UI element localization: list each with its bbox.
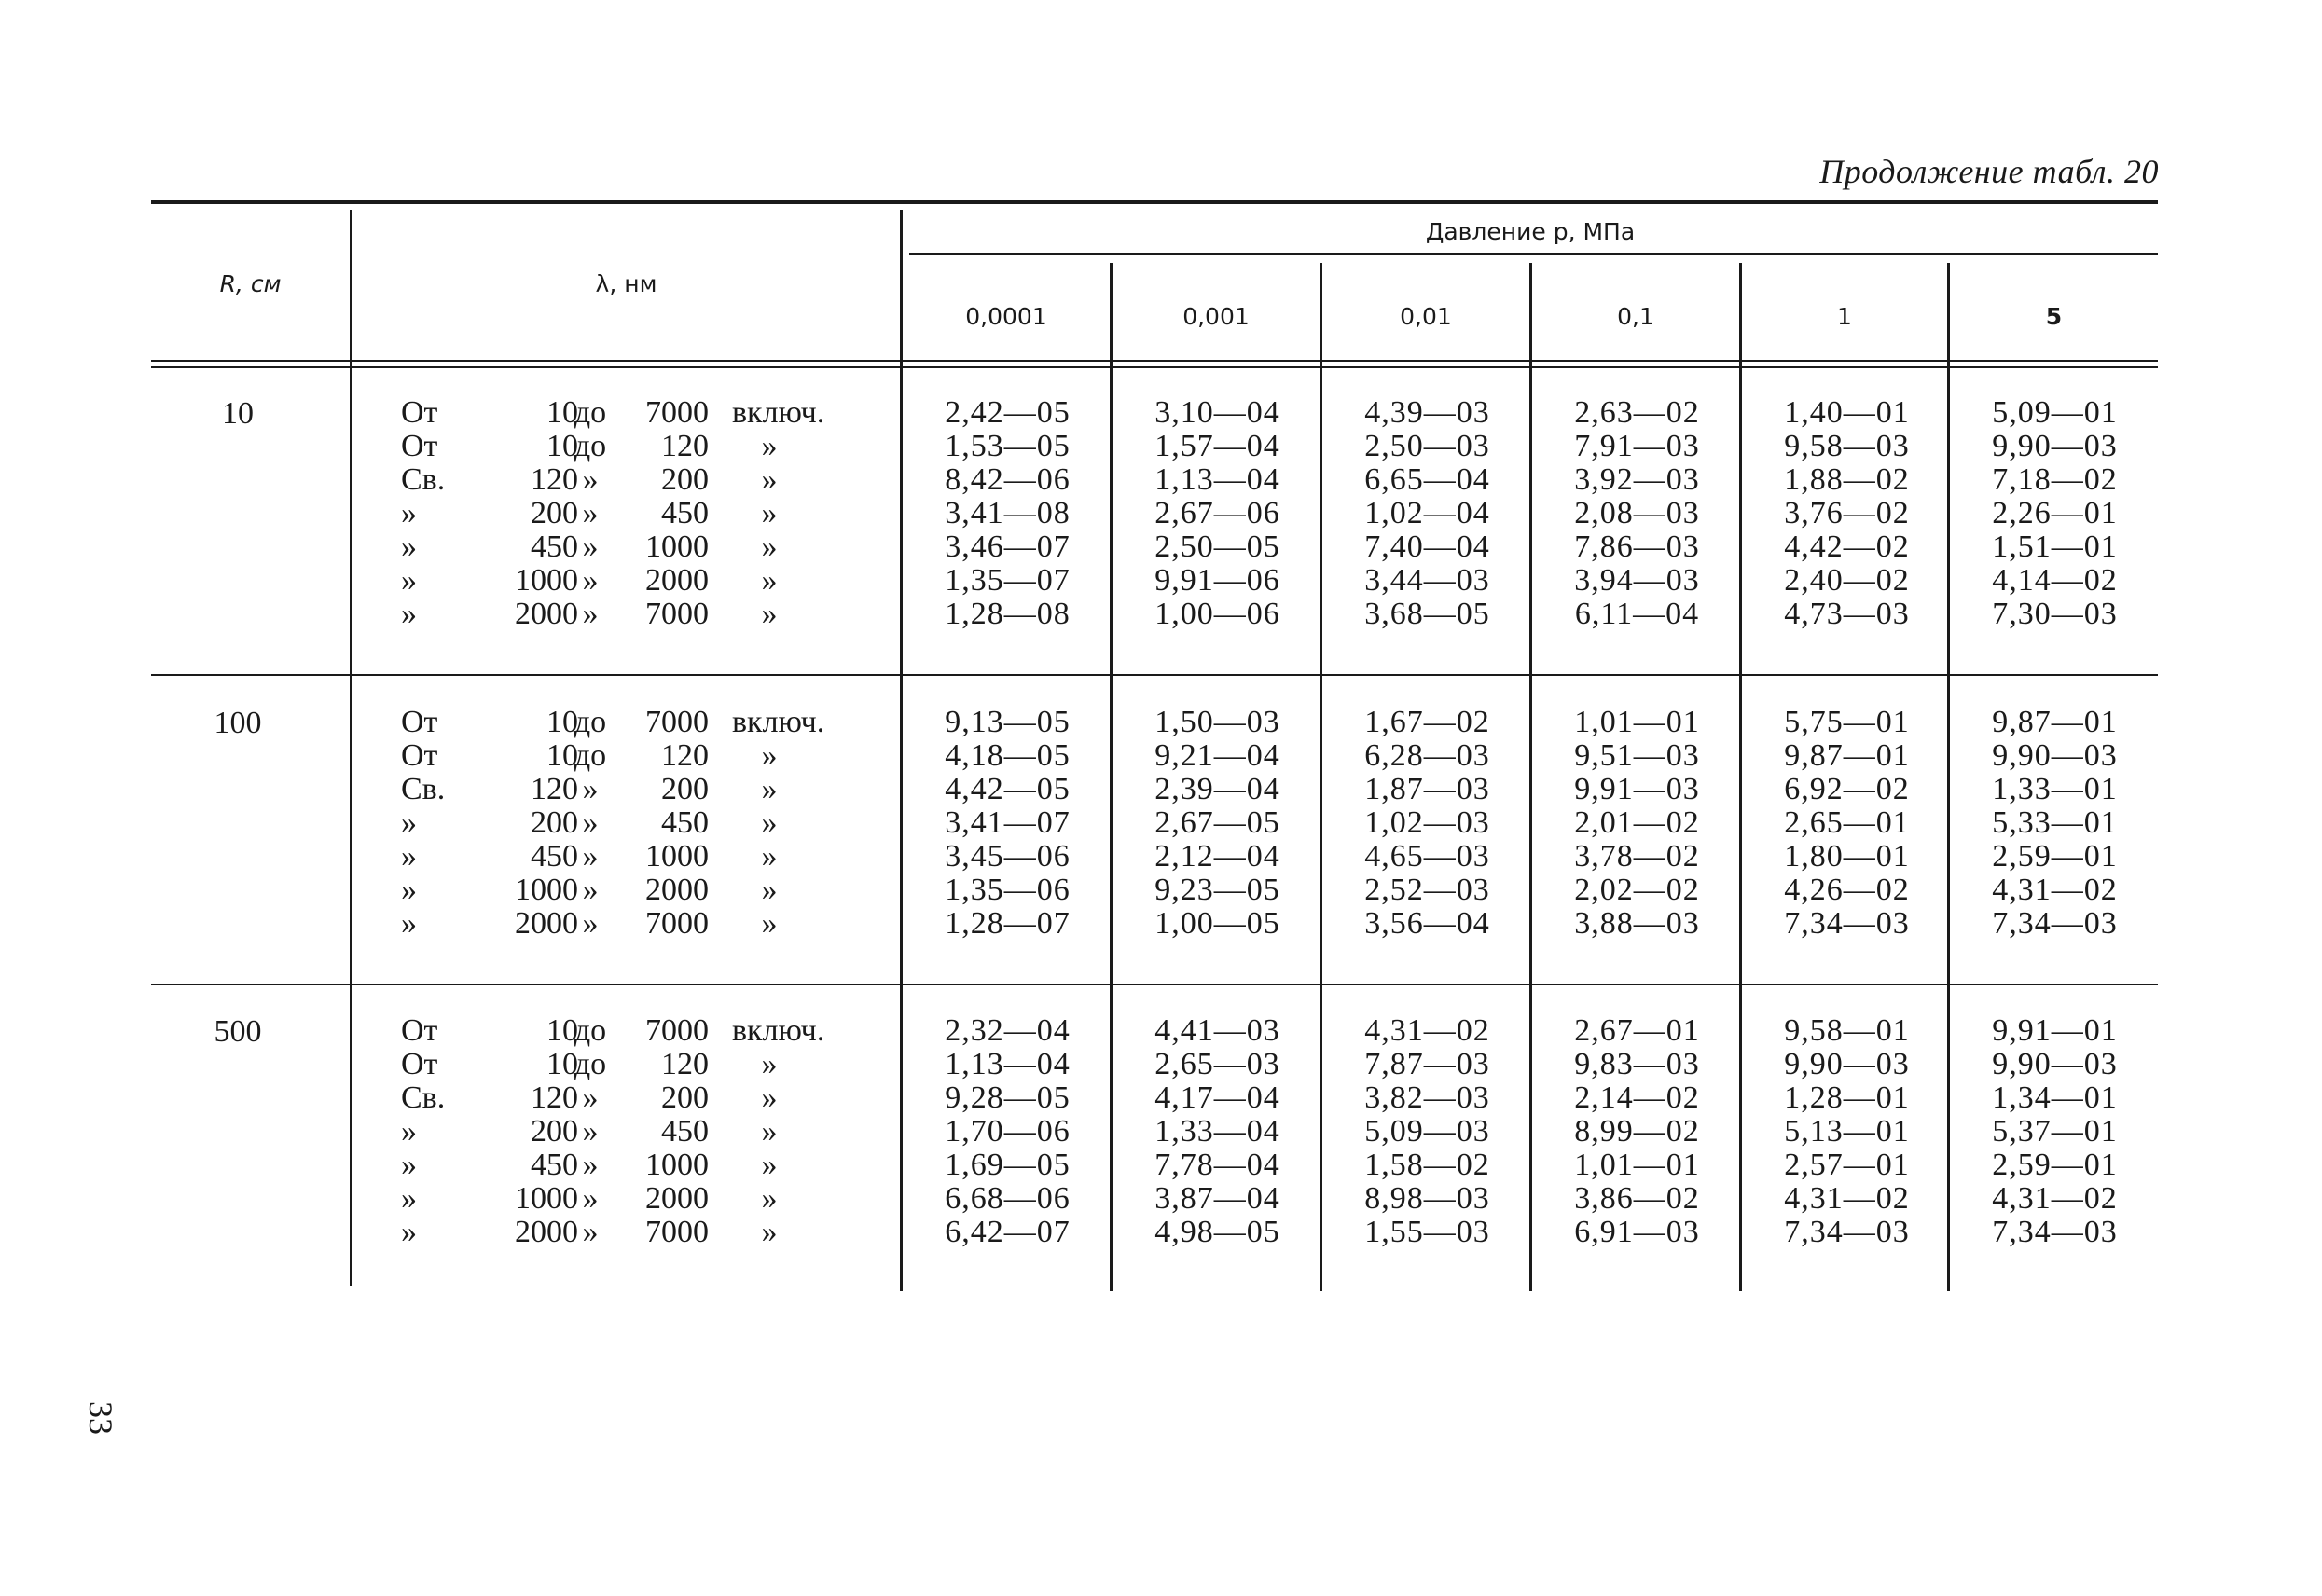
lambda-mid: » (582, 772, 599, 806)
lambda-b: 7000 (645, 705, 709, 739)
value-column (1322, 706, 1532, 941)
table-cell: 1,13—04 (1154, 462, 1280, 497)
lambda-range-row (392, 1081, 914, 1115)
table-cell: 4,98—05 (1154, 1215, 1280, 1249)
lambda-a: 10 (546, 738, 578, 773)
value-column (1532, 706, 1742, 941)
table-cell: 1,50—03 (1154, 705, 1280, 739)
table-cell: 2,67—06 (1154, 496, 1280, 530)
lambda-b: 2000 (645, 563, 709, 598)
table-caption: Продолжение табл. 20 (1819, 153, 2159, 190)
header-pressure: Давление p, МПа (1425, 218, 1636, 245)
lambda-range-row (392, 1182, 914, 1216)
r-value: 10 (222, 396, 254, 431)
lambda-range-row (392, 530, 914, 564)
table-cell: 5,09—03 (1364, 1114, 1490, 1149)
lambda-pre: » (401, 839, 417, 874)
group-separator-1 (151, 674, 2158, 676)
table-cell: 9,21—04 (1154, 738, 1280, 773)
table-cell: 7,78—04 (1154, 1148, 1280, 1182)
table-cell: 1,02—03 (1364, 805, 1490, 840)
table-cell: 9,90—03 (1992, 429, 2118, 463)
lambda-mid: » (582, 906, 599, 941)
lambda-b: 7000 (645, 906, 709, 941)
lambda-pre: От (401, 395, 438, 430)
table-cell: 2,02—02 (1574, 873, 1700, 907)
lambda-mid: » (582, 563, 599, 598)
lambda-range-row (392, 1149, 914, 1182)
value-column (1322, 396, 1532, 631)
table-cell: 5,33—01 (1992, 805, 2118, 840)
pressure-rule (909, 253, 2158, 255)
table-cell: 4,31—02 (1364, 1013, 1490, 1048)
table-cell: 1,28—01 (1784, 1080, 1910, 1115)
value-column (1742, 1014, 1952, 1249)
lambda-suf: включ. (732, 1013, 825, 1048)
lambda-suf: » (761, 1047, 778, 1081)
table-cell: 1,53—05 (945, 429, 1071, 463)
value-column (1113, 706, 1322, 941)
table-cell: 3,44—03 (1364, 563, 1490, 598)
table-cell: 3,41—07 (945, 805, 1071, 840)
value-column (1113, 396, 1322, 631)
lambda-b: 200 (661, 1080, 709, 1115)
table-cell: 2,59—01 (1992, 839, 2118, 874)
lambda-pre: » (401, 563, 417, 598)
lambda-pre: От (401, 1013, 438, 1048)
lambda-range-row (392, 1115, 914, 1149)
value-column (1532, 396, 1742, 631)
lambda-b: 1000 (645, 530, 709, 564)
table-cell: 9,58—01 (1784, 1013, 1910, 1048)
header-pressure-4: 1 (1837, 303, 1852, 330)
table-cell: 1,13—04 (945, 1047, 1071, 1081)
table-cell: 2,42—05 (945, 395, 1071, 430)
page-number: 33 (82, 1401, 119, 1435)
lambda-suf: » (761, 1148, 778, 1182)
table-cell: 9,13—05 (945, 705, 1071, 739)
lambda-pre: » (401, 906, 417, 941)
lambda-mid: » (582, 839, 599, 874)
header-lambda: λ, нм (595, 270, 657, 297)
lambda-pre: » (401, 1215, 417, 1249)
table-cell: 2,59—01 (1992, 1148, 2118, 1182)
value-column (903, 706, 1113, 941)
table-cell: 7,34—03 (1992, 906, 2118, 941)
lambda-mid: » (582, 873, 599, 907)
lambda-range-row (392, 706, 914, 739)
table-cell: 4,14—02 (1992, 563, 2118, 598)
table-cell: 3,45—06 (945, 839, 1071, 874)
lambda-a: 2000 (515, 597, 578, 631)
table-cell: 8,98—03 (1364, 1181, 1490, 1216)
table-cell: 3,94—03 (1574, 563, 1700, 598)
table-cell: 1,57—04 (1154, 429, 1280, 463)
table-cell: 4,42—05 (945, 772, 1071, 806)
table-cell: 1,67—02 (1364, 705, 1490, 739)
lambda-range-row (392, 739, 914, 773)
table-cell: 8,42—06 (945, 462, 1071, 497)
lambda-mid: » (582, 496, 599, 530)
table-cell: 2,32—04 (945, 1013, 1071, 1048)
lambda-a: 1000 (515, 1181, 578, 1216)
table-cell: 7,34—03 (1992, 1215, 2118, 1249)
lambda-suf: » (761, 530, 778, 564)
lambda-a: 1000 (515, 873, 578, 907)
table-cell: 1,55—03 (1364, 1215, 1490, 1249)
lambda-a: 450 (531, 1148, 578, 1182)
lambda-b: 120 (661, 429, 709, 463)
lambda-pre: » (401, 597, 417, 631)
table-cell: 3,56—04 (1364, 906, 1490, 941)
lambda-mid: до (574, 1047, 607, 1081)
table-cell: 8,99—02 (1574, 1114, 1700, 1149)
lambda-pre: » (401, 1181, 417, 1216)
table-cell: 1,80—01 (1784, 839, 1910, 874)
table-cell: 2,39—04 (1154, 772, 1280, 806)
lambda-b: 2000 (645, 1181, 709, 1216)
header-pressure-0: 0,0001 (965, 303, 1047, 330)
lambda-suf: » (761, 1215, 778, 1249)
lambda-b: 200 (661, 462, 709, 497)
lambda-pre: » (401, 873, 417, 907)
lambda-mid: » (582, 1114, 599, 1149)
lambda-pre: От (401, 738, 438, 773)
lambda-b: 7000 (645, 597, 709, 631)
table-cell: 6,42—07 (945, 1215, 1071, 1249)
lambda-pre: » (401, 1148, 417, 1182)
table-cell: 6,68—06 (945, 1181, 1071, 1216)
table-cell: 1,33—04 (1154, 1114, 1280, 1149)
lambda-range-row (392, 1048, 914, 1081)
header-bottom-rule-2 (151, 366, 2158, 368)
lambda-range-row (392, 840, 914, 874)
table-cell: 4,31—02 (1992, 873, 2118, 907)
table-cell: 1,00—06 (1154, 597, 1280, 631)
table-cell: 7,91—03 (1574, 429, 1700, 463)
table-cell: 7,87—03 (1364, 1047, 1490, 1081)
table-cell: 1,02—04 (1364, 496, 1490, 530)
lambda-b: 7000 (645, 1215, 709, 1249)
value-column (1950, 396, 2160, 631)
lambda-suf: » (761, 429, 778, 463)
table-cell: 2,50—05 (1154, 530, 1280, 564)
header-pressure-1: 0,001 (1182, 303, 1250, 330)
table-cell: 7,18—02 (1992, 462, 2118, 497)
lambda-pre: » (401, 530, 417, 564)
table-cell: 4,39—03 (1364, 395, 1490, 430)
table-cell: 4,18—05 (945, 738, 1071, 773)
lambda-suf: включ. (732, 395, 825, 430)
table-cell: 2,01—02 (1574, 805, 1700, 840)
table-cell: 5,09—01 (1992, 395, 2118, 430)
table-cell: 9,90—03 (1784, 1047, 1910, 1081)
lambda-b: 1000 (645, 839, 709, 874)
lambda-b: 7000 (645, 1013, 709, 1048)
lambda-suf: » (761, 906, 778, 941)
table-cell: 4,41—03 (1154, 1013, 1280, 1048)
lambda-range-list (392, 706, 914, 941)
lambda-suf: » (761, 839, 778, 874)
header-pressure-5: 5 (2045, 303, 2063, 330)
table-cell: 1,58—02 (1364, 1148, 1490, 1182)
table-cell: 3,88—03 (1574, 906, 1700, 941)
table-cell: 1,28—08 (945, 597, 1071, 631)
table-cell: 2,08—03 (1574, 496, 1700, 530)
table-cell: 9,51—03 (1574, 738, 1700, 773)
table-cell: 1,00—05 (1154, 906, 1280, 941)
lambda-a: 10 (546, 705, 578, 739)
table-cell: 3,78—02 (1574, 839, 1700, 874)
table-cell: 2,52—03 (1364, 873, 1490, 907)
table-cell: 1,88—02 (1784, 462, 1910, 497)
lambda-mid: до (574, 1013, 607, 1048)
table-cell: 3,82—03 (1364, 1080, 1490, 1115)
lambda-a: 120 (531, 772, 578, 806)
table-cell: 5,37—01 (1992, 1114, 2118, 1149)
lambda-range-row (392, 497, 914, 530)
lambda-mid: » (582, 530, 599, 564)
lambda-suf: » (761, 462, 778, 497)
header-r: R, см (219, 270, 282, 297)
table-cell: 1,35—07 (945, 563, 1071, 598)
header-pressure-3: 0,1 (1617, 303, 1654, 330)
table-cell: 1,69—05 (945, 1148, 1071, 1182)
table-cell: 9,91—03 (1574, 772, 1700, 806)
lambda-mid: » (582, 1148, 599, 1182)
lambda-b: 450 (661, 496, 709, 530)
table-cell: 6,28—03 (1364, 738, 1490, 773)
table-cell: 2,67—05 (1154, 805, 1280, 840)
table-cell: 3,41—08 (945, 496, 1071, 530)
table-cell: 2,40—02 (1784, 563, 1910, 598)
lambda-a: 200 (531, 805, 578, 840)
top-rule (151, 200, 2158, 204)
lambda-a: 200 (531, 496, 578, 530)
table-cell: 7,34—03 (1784, 1215, 1910, 1249)
lambda-suf: » (761, 873, 778, 907)
lambda-pre: Св. (401, 462, 446, 497)
lambda-a: 10 (546, 395, 578, 430)
lambda-pre: Св. (401, 772, 446, 806)
lambda-a: 10 (546, 1013, 578, 1048)
lambda-a: 120 (531, 1080, 578, 1115)
lambda-pre: » (401, 496, 417, 530)
table-cell: 2,65—03 (1154, 1047, 1280, 1081)
table-cell: 9,58—03 (1784, 429, 1910, 463)
table-cell: 9,87—01 (1784, 738, 1910, 773)
table-cell: 1,33—01 (1992, 772, 2118, 806)
table-cell: 2,57—01 (1784, 1148, 1910, 1182)
table-cell: 4,31—02 (1992, 1181, 2118, 1216)
table-cell: 4,73—03 (1784, 597, 1910, 631)
lambda-suf: » (761, 1114, 778, 1149)
lambda-range-row (392, 564, 914, 598)
lambda-range-row (392, 396, 914, 430)
table-cell: 9,90—03 (1992, 1047, 2118, 1081)
lambda-a: 10 (546, 1047, 578, 1081)
table-cell: 2,26—01 (1992, 496, 2118, 530)
lambda-mid: » (582, 1181, 599, 1216)
lambda-suf: » (761, 597, 778, 631)
table-cell: 9,87—01 (1992, 705, 2118, 739)
lambda-b: 200 (661, 772, 709, 806)
lambda-range-list (392, 1014, 914, 1249)
value-column (1950, 1014, 2160, 1249)
lambda-a: 120 (531, 462, 578, 497)
table-cell: 7,30—03 (1992, 597, 2118, 631)
table-cell: 2,12—04 (1154, 839, 1280, 874)
table-cell: 6,92—02 (1784, 772, 1910, 806)
lambda-mid: до (574, 738, 607, 773)
table-cell: 3,86—02 (1574, 1181, 1700, 1216)
lambda-range-row (392, 598, 914, 631)
group-separator-2 (151, 984, 2158, 985)
lambda-suf: » (761, 805, 778, 840)
r-value: 500 (214, 1014, 262, 1049)
lambda-range-row (392, 806, 914, 840)
lambda-pre: От (401, 429, 438, 463)
table-cell: 7,40—04 (1364, 530, 1490, 564)
lambda-b: 1000 (645, 1148, 709, 1182)
table-cell: 9,91—01 (1992, 1013, 2118, 1048)
table-cell: 1,01—01 (1574, 705, 1700, 739)
table-cell: 3,87—04 (1154, 1181, 1280, 1216)
lambda-b: 2000 (645, 873, 709, 907)
lambda-pre: От (401, 705, 438, 739)
table-cell: 9,90—03 (1992, 738, 2118, 773)
table-cell: 1,01—01 (1574, 1148, 1700, 1182)
table-cell: 2,63—02 (1574, 395, 1700, 430)
lambda-mid: до (574, 429, 607, 463)
col-divider-r (350, 210, 352, 1286)
lambda-pre: От (401, 1047, 438, 1081)
table-cell: 4,17—04 (1154, 1080, 1280, 1115)
value-column (1532, 1014, 1742, 1249)
lambda-suf: » (761, 738, 778, 773)
lambda-range-row (392, 430, 914, 463)
lambda-a: 10 (546, 429, 578, 463)
lambda-mid: » (582, 805, 599, 840)
value-column (1950, 706, 2160, 941)
value-column (1113, 1014, 1322, 1249)
value-column (903, 1014, 1113, 1249)
lambda-pre: » (401, 1114, 417, 1149)
lambda-range-row (392, 463, 914, 497)
table-cell: 3,10—04 (1154, 395, 1280, 430)
value-column (903, 396, 1113, 631)
table-cell: 4,26—02 (1784, 873, 1910, 907)
lambda-a: 200 (531, 1114, 578, 1149)
lambda-suf: » (761, 772, 778, 806)
lambda-b: 450 (661, 805, 709, 840)
table-cell: 6,65—04 (1364, 462, 1490, 497)
value-column (1742, 396, 1952, 631)
lambda-range-row (392, 874, 914, 907)
table-cell: 7,86—03 (1574, 530, 1700, 564)
lambda-b: 7000 (645, 395, 709, 430)
lambda-mid: до (574, 395, 607, 430)
lambda-range-row (392, 773, 914, 806)
table-cell: 1,40—01 (1784, 395, 1910, 430)
table-cell: 2,14—02 (1574, 1080, 1700, 1115)
header-bottom-rule (151, 360, 2158, 362)
table-cell: 5,75—01 (1784, 705, 1910, 739)
table-cell: 3,68—05 (1364, 597, 1490, 631)
lambda-mid: » (582, 462, 599, 497)
lambda-mid: до (574, 705, 607, 739)
lambda-suf: » (761, 1181, 778, 1216)
lambda-range-row (392, 907, 914, 941)
header-pressure-2: 0,01 (1400, 303, 1452, 330)
lambda-a: 1000 (515, 563, 578, 598)
table-cell: 3,92—03 (1574, 462, 1700, 497)
table-cell: 2,67—01 (1574, 1013, 1700, 1048)
table-cell: 4,31—02 (1784, 1181, 1910, 1216)
table-cell: 6,11—04 (1574, 597, 1700, 631)
table-cell: 1,70—06 (945, 1114, 1071, 1149)
lambda-range-list (392, 396, 914, 631)
table-cell: 1,34—01 (1992, 1080, 2118, 1115)
lambda-a: 450 (531, 530, 578, 564)
lambda-a: 2000 (515, 906, 578, 941)
table-cell: 7,34—03 (1784, 906, 1910, 941)
lambda-suf: » (761, 496, 778, 530)
table-cell: 4,42—02 (1784, 530, 1910, 564)
r-value: 100 (214, 706, 262, 740)
table-cell: 9,83—03 (1574, 1047, 1700, 1081)
lambda-b: 450 (661, 1114, 709, 1149)
table-cell: 1,35—06 (945, 873, 1071, 907)
lambda-pre: » (401, 805, 417, 840)
lambda-a: 450 (531, 839, 578, 874)
lambda-b: 120 (661, 738, 709, 773)
table-cell: 2,65—01 (1784, 805, 1910, 840)
table-cell: 5,13—01 (1784, 1114, 1910, 1149)
table-cell: 9,28—05 (945, 1080, 1071, 1115)
table-cell: 1,28—07 (945, 906, 1071, 941)
table-cell: 3,46—07 (945, 530, 1071, 564)
lambda-a: 2000 (515, 1215, 578, 1249)
table-cell: 6,91—03 (1574, 1215, 1700, 1249)
lambda-range-row (392, 1014, 914, 1048)
lambda-suf: включ. (732, 705, 825, 739)
lambda-suf: » (761, 1080, 778, 1115)
lambda-b: 120 (661, 1047, 709, 1081)
table-cell: 2,50—03 (1364, 429, 1490, 463)
table-cell: 3,76—02 (1784, 496, 1910, 530)
table-cell: 1,87—03 (1364, 772, 1490, 806)
lambda-mid: » (582, 1215, 599, 1249)
table-cell: 9,91—06 (1154, 563, 1280, 598)
table-cell: 9,23—05 (1154, 873, 1280, 907)
lambda-pre: Св. (401, 1080, 446, 1115)
lambda-range-row (392, 1216, 914, 1249)
lambda-mid: » (582, 597, 599, 631)
table-cell: 1,51—01 (1992, 530, 2118, 564)
lambda-mid: » (582, 1080, 599, 1115)
lambda-suf: » (761, 563, 778, 598)
table-cell: 4,65—03 (1364, 839, 1490, 874)
value-column (1322, 1014, 1532, 1249)
value-column (1742, 706, 1952, 941)
